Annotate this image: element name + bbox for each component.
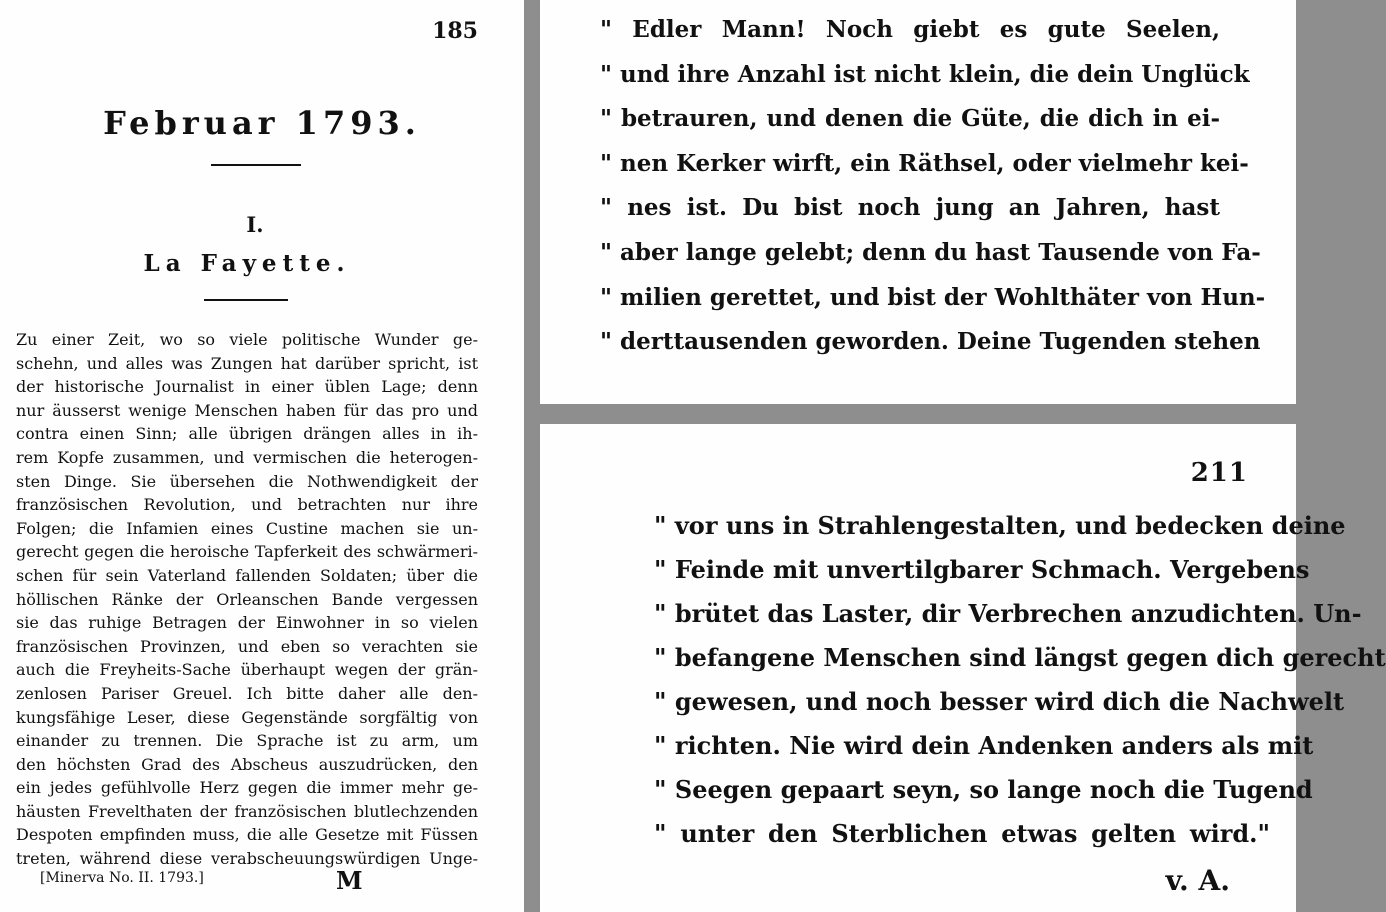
- text-line: treten, während diese verabscheuungswürdigen Unge-: [16, 849, 478, 869]
- page-number: 185: [432, 18, 478, 44]
- text-line: " richten. Nie wird dein Andenken anders als mit: [654, 731, 1314, 760]
- text-line: kungsfähige Leser, diese Gegenstände sorgfältig von: [16, 707, 478, 727]
- divider: [204, 299, 288, 301]
- signature-mark: M: [336, 866, 363, 895]
- text-line: zenlosen Pariser Greuel. Ich bitte daher alle den-: [16, 683, 478, 703]
- text-line: " derttausenden geworden. Deine Tugenden stehen: [600, 328, 1261, 356]
- text-line: " befangene Menschen sind längst gegen dich gerecht: [654, 643, 1386, 672]
- text-line: schen für sein Vaterland fallenden Soldaten; über die: [16, 565, 478, 585]
- body-text: [16, 328, 478, 871]
- text-line: nur äusserst wenige Menschen haben für das pro und: [16, 400, 478, 420]
- text-line: " aber lange gelebt; denn du hast Tausende von Fa-: [600, 238, 1261, 266]
- text-line: sten Dinge. Sie übersehen die Nothwendigkeit der: [16, 471, 478, 491]
- divider: [211, 164, 301, 166]
- text-line: " und ihre Anzahl ist nicht klein, die dein Unglück: [600, 60, 1250, 88]
- printer-signature: [Minerva No. II. 1793.]: [40, 870, 204, 886]
- section-title: La Fayette.: [143, 250, 351, 277]
- text-line: " brütet das Laster, dir Verbrechen anzudichten. Un-: [654, 599, 1362, 628]
- text-line: französischen Revolution, und betrachten nur ihre: [16, 495, 478, 515]
- text-line: höllischen Ränke der Orleanschen Bande vergessen: [16, 589, 478, 609]
- quote-text: [600, 8, 1266, 365]
- author-signature: v. A.: [1165, 864, 1230, 897]
- text-line: sie das ruhige Betragen der Einwohner in so vielen: [16, 613, 478, 633]
- page-number: 211: [1190, 458, 1248, 488]
- text-line: " Edler Mann! Noch giebt es gute Seelen,: [600, 16, 1220, 43]
- text-line: auch die Freyheits-Sache überhaupt wegen der grän-: [16, 660, 478, 680]
- bottom-right-page: [540, 424, 1386, 912]
- text-line: " betrauren, und denen die Güte, die dich in ei-: [600, 105, 1220, 133]
- text-line: schehn, und alles was Zungen hat darüber spricht, ist: [16, 353, 478, 373]
- text-line: einander zu trennen. Die Sprache ist zu arm, um: [16, 731, 478, 751]
- text-line: französischen Provinzen, und eben so verachten sie: [16, 636, 478, 656]
- text-line: " Feinde mit unvertilgbarer Schmach. Vergebens: [654, 555, 1310, 584]
- section-number: I.: [246, 212, 264, 237]
- text-line: häusten Frevelthaten der französischen blutlechzenden: [16, 801, 478, 821]
- text-line: gerecht gegen die heroische Tapferkeit des schwärmeri-: [16, 542, 478, 562]
- text-line: der historische Journalist in einer üblen Lage; denn: [16, 377, 478, 397]
- text-line: Zu einer Zeit, wo so viele politische Wunder ge-: [16, 330, 478, 349]
- text-line: Despoten empfinden muss, die alle Gesetze mit Füssen: [16, 825, 478, 845]
- text-line: ein jedes gefühlvolle Herz gegen die immer mehr ge-: [16, 778, 478, 798]
- quote-text: [654, 504, 1386, 856]
- text-line: " unter den Sterblichen etwas gelten wird.": [654, 819, 1270, 848]
- text-line: " gewesen, und noch besser wird dich die Nachwelt: [654, 687, 1345, 716]
- text-line: " milien gerettet, und bist der Wohlthäter von Hun-: [600, 283, 1266, 311]
- month-heading: Februar 1793.: [103, 104, 421, 142]
- text-line: " vor uns in Strahlengestalten, und bedecken deine: [654, 511, 1346, 540]
- top-right-page: [540, 0, 1296, 404]
- text-line: rem Kopfe zusammen, und vermischen die heterogen-: [16, 447, 478, 467]
- text-line: " nen Kerker wirft, ein Räthsel, oder vielmehr kei-: [600, 149, 1249, 177]
- text-line: " nes ist. Du bist noch jung an Jahren, hast: [600, 194, 1220, 222]
- text-line: contra einen Sinn; alle übrigen drängen alles in ih-: [16, 424, 478, 444]
- text-line: Folgen; die Infamien eines Custine machen sie un-: [16, 518, 478, 538]
- text-line: den höchsten Grad des Abscheus auszudrücken, den: [16, 754, 478, 774]
- left-page: [0, 0, 524, 912]
- text-line: " Seegen gepaart seyn, so lange noch die Tugend: [654, 775, 1313, 804]
